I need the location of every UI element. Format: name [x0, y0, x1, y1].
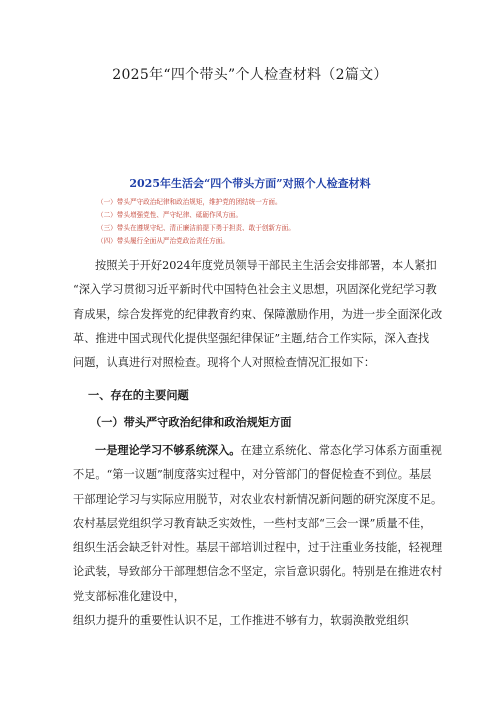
paragraph-line: 干部理论学习与实际应用脱节，对农业农村新情况新问题的研究深度不足。	[73, 492, 443, 506]
paragraph-line	[73, 438, 442, 463]
paragraph-line: 问题，认真进行对照检查。现将个人对照检查情况汇报如下：	[73, 356, 376, 370]
section-subtitle: 2025年生活会“四个带头方面”对照个人检查材料	[129, 177, 371, 190]
paragraph-line: 不足。“第一议题”制度落实过程中，对分管部门的督促检查不到位。基层	[73, 468, 432, 482]
paragraph-line: 按照关于开好2024年度党员领导干部民主生活会安排部署，本人紧扣	[95, 259, 437, 272]
paragraph-line: “深入学习贯彻习近平新时代中国特色社会主义思想，巩固深化党纪学习教	[73, 283, 437, 297]
paragraph-line: 育成果，综合发挥党的纪律教育约束、保障激励作用，为进一步全面深化改	[73, 307, 443, 321]
toc-list	[97, 196, 437, 248]
point-text: 在建立系统化、常态化学习体系方面重视	[240, 444, 442, 457]
paragraph-line: 农村基层党组织学习教育缺乏实效性，一些村支部“三会一课”质量不佳，	[73, 516, 432, 530]
subsection-heading: （一）带头严守政治纪律和政治规矩方面	[90, 415, 292, 429]
toc-item: （四）带头履行全面从严治党政治责任方面。	[97, 237, 229, 245]
paragraph-line: 革、推进中国式现代化提供坚强纪律保证”主题,结合工作实际，深入查找	[73, 331, 430, 345]
toc-item: （二）带头增强党性、严守纪律、砥砺作风方面。	[97, 211, 243, 219]
point-lead: 一是理论学习不够系统深入。	[95, 443, 241, 457]
toc-item: （三）带头在遵规守纪、清正廉洁前提下勇于担责、敢于创新方面。	[97, 224, 295, 232]
point-one-paragraph	[73, 438, 443, 609]
section-heading: 一、存在的主要问题	[88, 388, 189, 402]
paragraph-line: 党支部标准化建设中，	[73, 589, 185, 603]
paragraph-line: 组织生活会缺乏针对性。基层干部培训过程中，过于注重业务技能，轻视理	[73, 541, 443, 555]
intro-paragraph	[73, 254, 443, 375]
toc-item: （一）带头严守政治纪律和政治规矩，维护党的团结统一方面。	[97, 198, 282, 206]
paragraph-line: 论武装，导致部分干部理想信念不坚定，宗旨意识弱化。特别是在推进农村	[73, 565, 443, 579]
document-title: 2025年“四个带头”个人检查材料（2篇文）	[112, 67, 388, 83]
trailing-line: 组织力提升的重要性认识不足，工作推进不够有力，软弱涣散党组织	[73, 614, 409, 627]
